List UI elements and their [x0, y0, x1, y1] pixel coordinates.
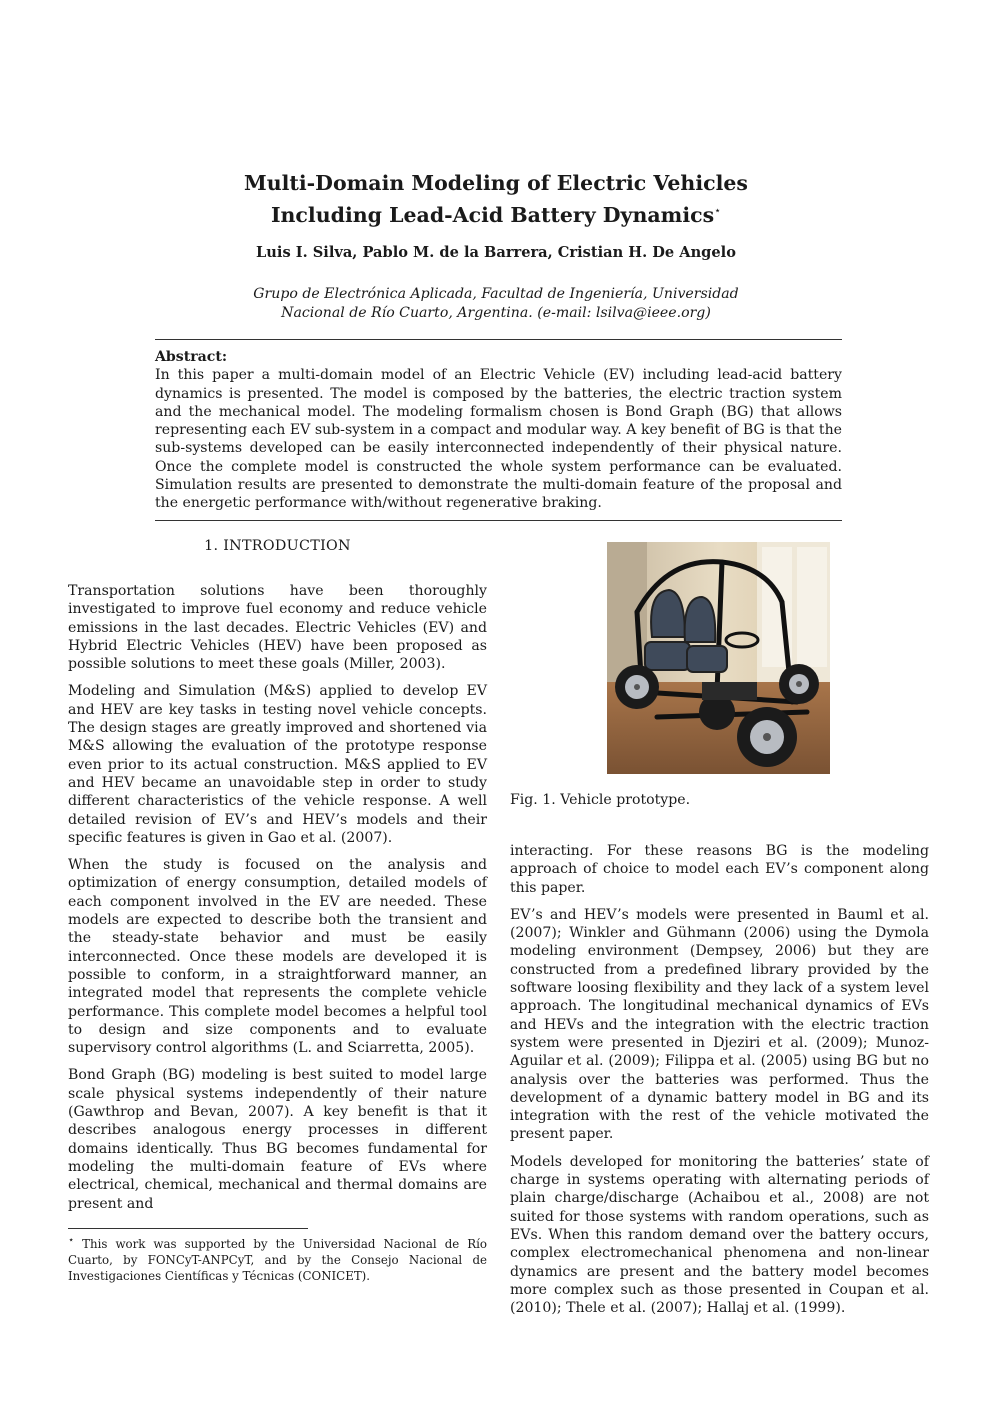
- abstract-bottom-rule: [155, 520, 842, 521]
- intro-paragraph: Models developed for monitoring the batteries’ state of charge in systems operating with alternating periods of plain charge/discharge (Achaibou et al., 2008) are not suited for those systems with random operations, such as EVs. When this random demand over the battery occurs, complex electromechanical phenomena and non-linear dynamics are present and the battery model becomes more complex such as those presented in Coupan et al. (2010); Thele et al. (2007); Hallaj et al. (1999).: [510, 1153, 929, 1317]
- right-column: [510, 842, 929, 1326]
- title-line-2-text: Including Lead-Acid Battery Dynamics: [270, 202, 715, 227]
- title-footnote-mark: ⋆: [714, 204, 722, 217]
- paper-title: [150, 169, 842, 229]
- affiliation-line-1: Grupo de Electrónica Aplicada, Facultad de Ingeniería, Universidad: [253, 286, 739, 302]
- figure-caption: Fig. 1. Vehicle prototype.: [510, 792, 691, 808]
- title-line-2: [150, 197, 842, 229]
- title-line-1: Multi-Domain Modeling of Electric Vehicles: [244, 171, 748, 195]
- affiliation-line-2: Nacional de Río Cuarto, Argentina. (e-mail: lsilva@ieee.org): [281, 305, 711, 321]
- vehicle-prototype-image: [607, 542, 830, 774]
- abstract-heading: Abstract:: [155, 349, 228, 365]
- affiliation: [150, 285, 842, 323]
- footnote-rule: [68, 1228, 308, 1229]
- left-column: [68, 582, 487, 1222]
- footnote-text: This work was supported by the Universidad Nacional de Río Cuarto, by FONCyT-ANPCyT, and by the Consejo Nacional de Investigaciones Científicas y Técnicas (CONICET).: [68, 1236, 487, 1283]
- abstract-top-rule: [155, 339, 842, 340]
- footnote: [68, 1233, 487, 1284]
- intro-paragraph: Modeling and Simulation (M&S) applied to develop EV and HEV are key tasks in testing novel vehicle concepts. The design stages are greatly improved and shortened via M&S allowing the evaluation of the prototype response even prior to its actual construction. M&S applied to EV and HEV became an unavoidable step in order to study different characteristics of the vehicle response. A well detailed revision of EV’s and HEV’s models and their specific features is given in Gao et al. (2007).: [68, 683, 487, 846]
- section-heading-introduction: 1. INTRODUCTION: [204, 538, 351, 554]
- footnote-mark: ⋆: [68, 1235, 75, 1246]
- intro-paragraph: EV’s and HEV’s models were presented in Bauml et al. (2007); Winkler and Gühmann (2006) using the Dymola modeling environment (Dempsey, 2006) but they are constructed from a predefined library provided by the software loosing flexibility and they lack of a system level approach. The longitudinal mechanical dynamics of EVs and HEVs and the integration with the electric traction system were presented in Djeziri et al. (2009); Munoz-Aguilar et al. (2009); Filippa et al. (2005) using BG but no analysis over the batteries was performed. Thus the development of a dynamic battery model in BG and its integration with the rest of the vehicle motivated the present paper.: [510, 906, 929, 1143]
- intro-paragraph: Bond Graph (BG) modeling is best suited to model large scale physical systems independently of their nature (Gawthrop and Bevan, 2007). A key benefit is that it describes analogous energy processes in different domains identically. Thus BG becomes fundamental for modeling the multi-domain feature of EVs where electrical, chemical, mechanical and thermal domains are present and: [68, 1067, 487, 1212]
- intro-paragraph: Transportation solutions have been thoroughly investigated to improve fuel economy and reduce vehicle emissions in the last decades. Electric Vehicles (EV) and Hybrid Electric Vehicles (HEV) have been proposed as possible solutions to meet these goals (Miller, 2003).: [68, 583, 487, 673]
- intro-paragraph: interacting. For these reasons BG is the modeling approach of choice to model each EV’s component along this paper.: [510, 843, 929, 896]
- author-list: Luis I. Silva, Pablo M. de la Barrera, Cristian H. De Angelo: [256, 244, 736, 261]
- vehicle-photo-illustration: [607, 542, 830, 774]
- intro-paragraph: When the study is focused on the analysis and optimization of energy consumption, detailed models of each component involved in the EV are needed. These models are expected to describe both the transient and the steady-state behavior and must be easily interconnected. Once these models are developed it is possible to conform, in a straightforward manner, an integrated model that represents the complete vehicle performance. This complete model becomes a helpful tool to design and size components and to evaluate supervisory control algorithms (L. and Sciarretta, 2005).: [68, 857, 487, 1057]
- abstract-block: [155, 348, 842, 513]
- abstract-text: In this paper a multi-domain model of an Electric Vehicle (EV) including lead-acid battery dynamics is presented. The model is composed by the batteries, the electric traction system and the mechanical model. The modeling formalism chosen is Bond Graph (BG) that allows representing each EV sub-system in a compact and modular way. A key benefit of BG is that the sub-systems developed can be easily interconnected independently of their physical nature. Once the complete model is constructed the whole system performance can be evaluated. Simulation results are presented to demonstrate the multi-domain feature of the proposal and the energetic performance with/without regenerative braking.: [155, 367, 842, 512]
